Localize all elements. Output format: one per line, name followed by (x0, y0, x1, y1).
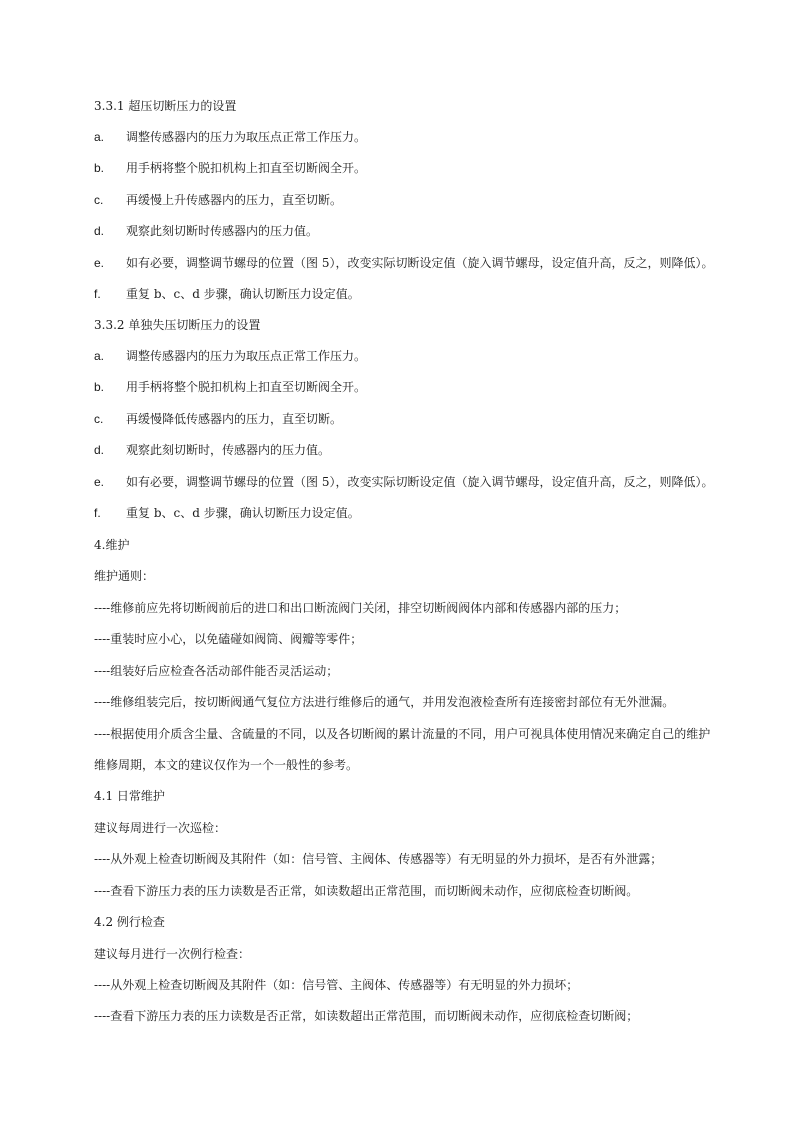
list-item (94, 505, 360, 521)
list-item (94, 223, 318, 239)
list-marker: f. (94, 506, 101, 520)
list-item (94, 474, 713, 490)
section-heading-4: 4.维护 (94, 538, 130, 552)
rule-line: ----重装时应小心，以免磕碰如阀筒、阀瓣等零件； (94, 632, 363, 646)
section-heading-4-2: 4.2 例行检查 (94, 915, 165, 929)
list-item-text: 如有必要，调整调节螺母的位置（图 5），改变实际切断设定值（旋入调节螺母，设定值升高，反之，则降低）。 (126, 475, 714, 489)
section-heading-3-3-1: 3.3.1 超压切断压力的设置 (94, 99, 237, 113)
list-item-text: 如有必要，调整调节螺母的位置（图 5），改变实际切断设定值（旋入调节螺母，设定值升高，反之，则降低）。 (126, 256, 714, 270)
list-item-text: 再缓慢降低传感器内的压力，直至切断。 (126, 412, 343, 426)
routine-line: ----查看下游压力表的压力读数是否正常，如读数超出正常范围，而切断阀未动作，应彻底检查切断阀； (94, 1009, 639, 1023)
daily-intro: 建议每周进行一次巡检： (94, 821, 227, 835)
rule-line: ----组装好后应检查各活动部件能否灵活运动； (94, 664, 339, 678)
list-marker: d. (94, 443, 105, 457)
list-item (94, 411, 342, 427)
daily-line: ----从外观上检查切断阀及其附件（如：信号管、主阀体、传感器等）有无明显的外力损坏，是否有外泄露； (94, 852, 663, 866)
list-marker: e. (94, 475, 105, 489)
rules-title: 维护通则： (94, 569, 155, 583)
rule-line: 维修周期，本文的建议仅作为一个一般性的参考。 (94, 758, 359, 772)
list-item-text: 再缓慢上升传感器内的压力，直至切断。 (126, 193, 343, 207)
list-marker: f. (94, 287, 101, 301)
list-item-text: 用手柄将整个脱扣机构上扣直至切断阀全开。 (126, 380, 367, 394)
list-marker: c. (94, 412, 104, 426)
list-item-text: 观察此刻切断时传感器内的压力值。 (126, 224, 319, 238)
list-item-text: 调整传感器内的压力为取压点正常工作压力。 (126, 349, 367, 363)
list-item-text: 重复 b、c、d 步骤，确认切断压力设定值。 (126, 506, 360, 520)
list-item (94, 286, 360, 302)
routine-intro: 建议每月进行一次例行检查： (94, 947, 251, 961)
list-item-text: 用手柄将整个脱扣机构上扣直至切断阀全开。 (126, 161, 367, 175)
list-item (94, 192, 342, 208)
list-marker: a. (94, 130, 105, 144)
list-item-text: 观察此刻切断时，传感器内的压力值。 (126, 443, 331, 457)
list-marker: d. (94, 224, 105, 238)
list-marker: b. (94, 380, 105, 394)
list-item (94, 129, 366, 145)
routine-line: ----从外观上检查切断阀及其附件（如：信号管、主阀体、传感器等）有无明显的外力损坏； (94, 978, 579, 992)
list-marker: a. (94, 349, 105, 363)
list-item-text: 调整传感器内的压力为取压点正常工作压力。 (126, 130, 367, 144)
list-marker: b. (94, 161, 105, 175)
list-item (94, 255, 713, 271)
section-heading-4-1: 4.1 日常维护 (94, 789, 165, 803)
list-marker: e. (94, 256, 105, 270)
list-marker: c. (94, 193, 104, 207)
list-item (94, 348, 366, 364)
list-item (94, 442, 330, 458)
section-heading-3-3-2: 3.3.2 单独失压切断压力的设置 (94, 318, 261, 332)
daily-line: ----查看下游压力表的压力读数是否正常，如读数超出正常范围，而切断阀未动作，应彻底检查切断阀。 (94, 884, 639, 898)
rule-line: ----维修前应先将切断阀前后的进口和出口断流阀门关闭，排空切断阀阀体内部和传感器内部的压力； (94, 601, 627, 615)
rule-line: ----维修组装完后，按切断阀通气复位方法进行维修后的通气，并用发泡液检查所有连接密封部位有无外泄漏。 (94, 695, 675, 709)
rule-line: ----根据使用介质含尘量、含硫量的不同，以及各切断阀的累计流量的不同，用户可视具体使用情况来确定自己的维护 (94, 727, 711, 741)
list-item-text: 重复 b、c、d 步骤，确认切断压力设定值。 (126, 287, 360, 301)
list-item (94, 379, 366, 395)
list-item (94, 160, 366, 176)
